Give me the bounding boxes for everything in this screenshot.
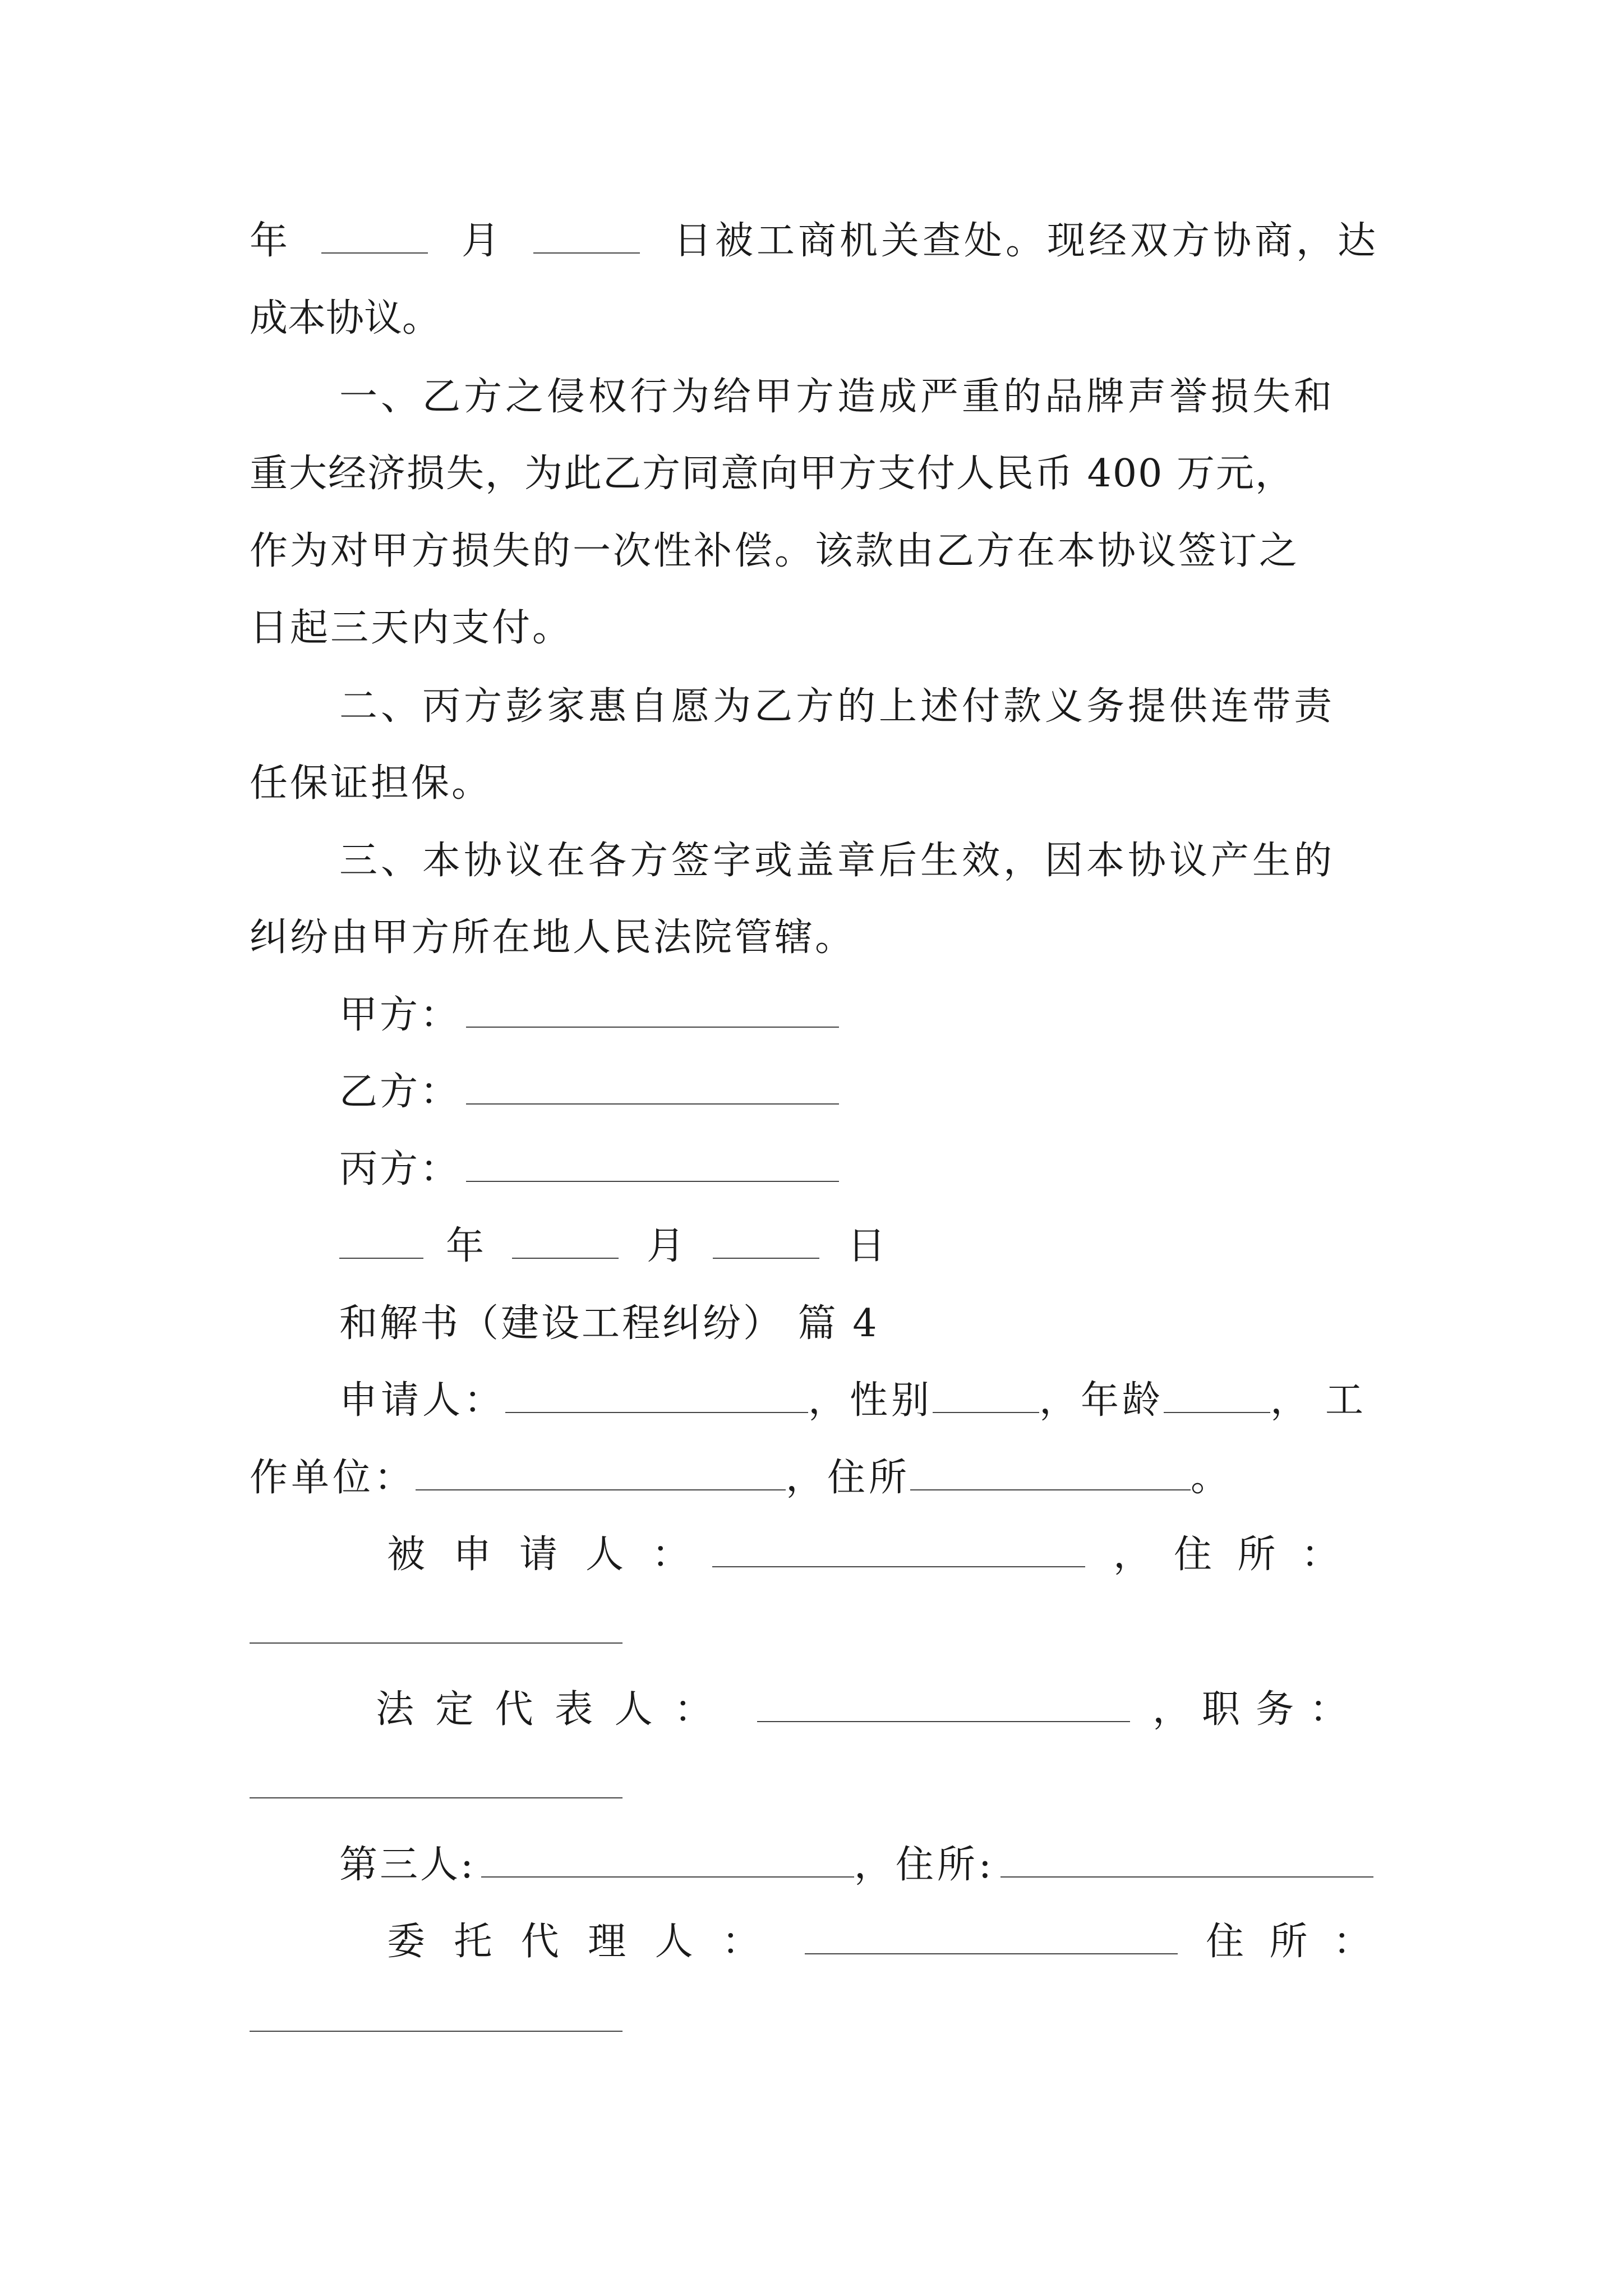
gender-label: ，性别 [808,1378,933,1423]
para1-line2: 重大经济损失，为此乙方同意向甲方支付人民币 400 万元， [250,452,1295,496]
legal-rep-line [376,1682,1388,1738]
day-blank [533,220,640,254]
month-label: 月 [462,219,500,263]
third-party-address-label: ，住所: [854,1843,995,1887]
respondent-line [387,1527,1388,1583]
para3-line1: 三、本协议在各方签字或盖章后生效，因本协议产生的 [339,839,1336,883]
date-month-blank [512,1225,619,1259]
para1-line4: 日起三天内支付。 [250,606,573,650]
respondent-name-blank [712,1534,1085,1567]
section-title: 和解书（建设工程纠纷） 篇 4 [339,1301,879,1346]
applicant-line1 [339,1373,1388,1429]
applicant-end: 。 [1191,1456,1229,1500]
para3-line2: 纠纷由甲方所在地人民法院管辖。 [250,915,856,960]
work-label: ，工 [1270,1378,1381,1423]
date-year-label: 年 [446,1224,485,1268]
party-a-label: 甲方： [339,993,461,1037]
agent-label: 委 托 代 理 人 ： [387,1920,760,1964]
date-day-label: 日 [847,1224,886,1268]
date-month-label: 月 [647,1224,685,1268]
para0-line1 [250,213,1388,269]
third-party-label: 第三人: [339,1843,476,1887]
legal-rep-label: 法 定 代 表 人 ： [376,1687,712,1732]
respondent-comma: ， [1113,1533,1152,1577]
legal-rep-name-blank [757,1688,1130,1722]
signature-party-a [339,987,1388,1043]
para0-line2: 成本协议。 [250,296,441,341]
respondent-label: 被 申 请 人 ： [387,1533,690,1577]
respondent-address-blank [250,1642,623,1644]
agent-address-blank [250,2031,623,2032]
date-day-blank [713,1225,819,1259]
party-c-label: 丙方： [339,1147,461,1191]
party-a-blank [466,994,839,1028]
age-blank [1164,1379,1270,1413]
position-blank [250,1797,623,1798]
date-year-blank [339,1225,423,1259]
third-party-line [339,1837,1388,1893]
applicant-name-blank [505,1379,808,1413]
third-party-name-blank [481,1844,854,1878]
para1-line3: 作为对甲方损失的一次性补偿。该款由乙方在本协议签订之 [250,529,1300,573]
applicant-address-blank [910,1457,1191,1490]
date-line [339,1218,1388,1274]
year-blank [321,220,428,254]
party-b-blank [466,1071,839,1105]
para1-line1: 一、乙方之侵权行为给甲方造成严重的品牌声誉损失和 [339,375,1336,419]
gender-blank [933,1379,1039,1413]
party-c-blank [466,1148,839,1182]
age-label: ，年龄 [1039,1378,1164,1423]
para0-text: 日被工商机关查处。现经双方协商，达 [674,219,1380,263]
legal-rep-comma: ， [1152,1687,1191,1732]
respondent-address-label: 住 所 ： [1174,1533,1339,1577]
signature-party-c [339,1142,1388,1198]
applicant-label: 申请人： [339,1378,506,1423]
agent-line [387,1914,1388,1970]
para2-line1: 二、丙方彭家惠自愿为乙方的上述付款义务提供连带责 [339,684,1336,729]
third-party-address-blank [1000,1844,1373,1878]
applicant-line2 [250,1450,1388,1506]
agent-name-blank [805,1921,1178,1954]
para2-line2: 任保证担保。 [250,761,492,806]
party-b-label: 乙方： [339,1070,461,1114]
applicant-address-label: ，住所 [786,1456,911,1500]
signature-party-b [339,1064,1388,1120]
position-label: 职 务 ： [1202,1687,1348,1732]
work-unit-blank [416,1457,786,1490]
work-unit-label: 作单位： [250,1456,416,1500]
year-label: 年 [250,219,288,263]
agent-address-label: 住 所 ： [1206,1920,1371,1964]
